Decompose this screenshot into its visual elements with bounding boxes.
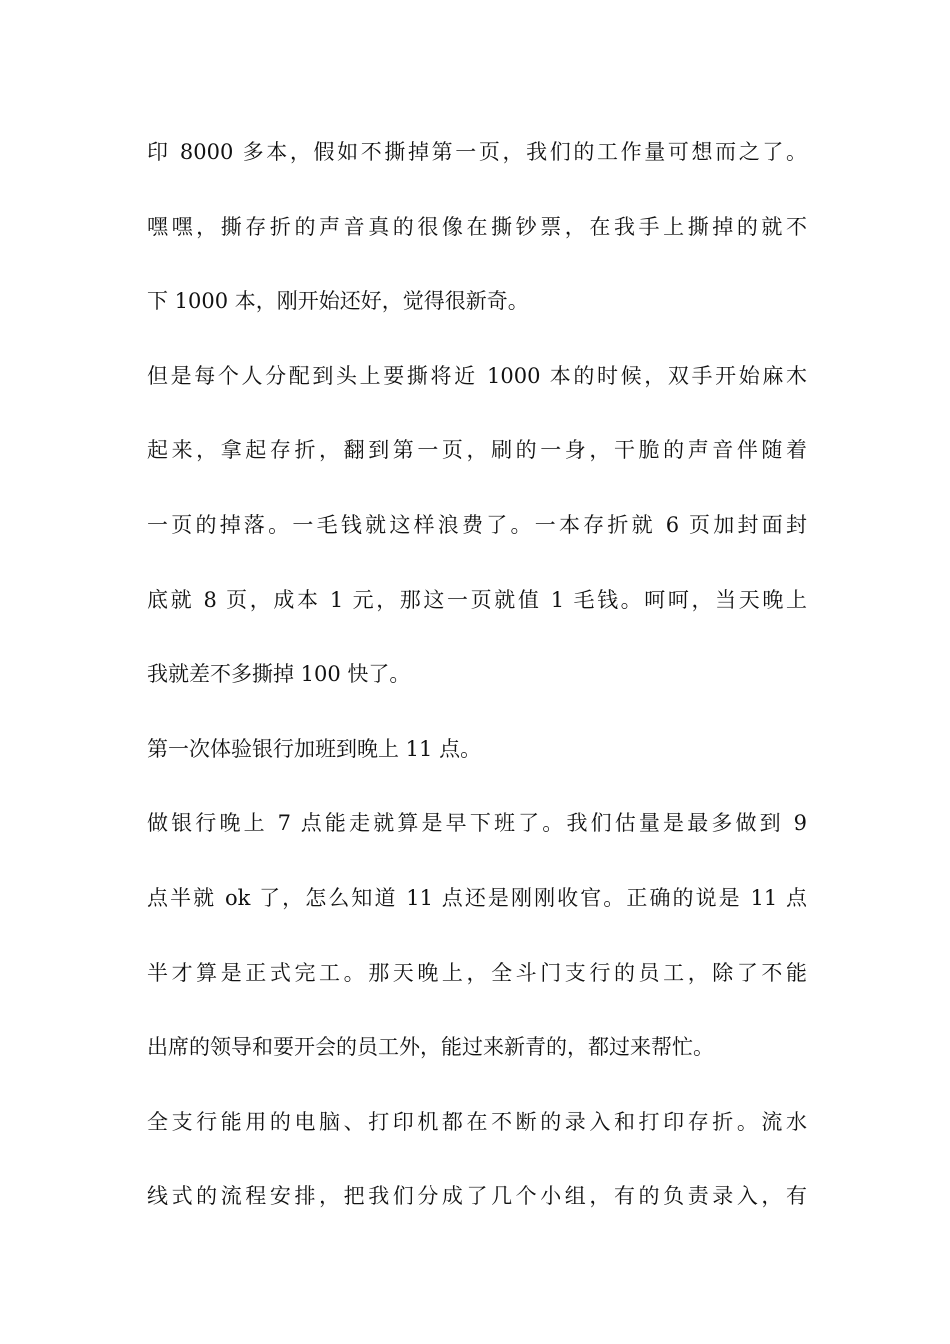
blank-line	[147, 1066, 807, 1103]
blank-line	[147, 843, 807, 880]
text-line: 第一次体验银行加班到晚上 11 点。	[147, 736, 482, 761]
text-line: 出席的领导和要开会的员工外，能过来新青的，都过来帮忙。	[147, 1035, 714, 1060]
blank-line	[147, 320, 807, 357]
text-line: 做银行晚上 7 点能走就算是早下班了。我们估量是最多做到 9	[147, 811, 807, 836]
text-line: 半才算是正式完工。那天晚上，全斗门支行的员工，除了不能	[147, 960, 807, 985]
blank-line	[147, 992, 807, 1029]
blank-line	[147, 395, 807, 432]
blank-line	[147, 917, 807, 954]
text-line: 全支行能用的电脑、打印机都在不断的录入和打印存折。流水	[147, 1109, 807, 1134]
text-line: 印 8000 多本，假如不撕掉第一页，我们的工作量可想而之了。	[147, 140, 807, 164]
blank-line	[147, 246, 807, 283]
text-line: 但是每个人分配到头上要撕将近 1000 本的时候，双手开始麻木	[147, 363, 807, 388]
text-line: 我就差不多撕掉 100 快了。	[147, 662, 411, 687]
text-line: 点半就 ok 了，怎么知道 11 点还是刚刚收官。正确的说是 11 点	[147, 885, 807, 910]
blank-line	[147, 693, 807, 730]
blank-line	[147, 544, 807, 581]
blank-line	[147, 470, 807, 507]
blank-line	[147, 1141, 807, 1178]
text-line: 底就 8 页，成本 1 元，那这一页就值 1 毛钱。呵呵，当天晚上	[147, 587, 807, 612]
blank-line	[147, 768, 807, 805]
text-line: 起来，拿起存折，翻到第一页，刷的一身，干脆的声音伴随着	[147, 438, 807, 463]
document-body	[147, 134, 807, 1216]
text-line: 嘿嘿，撕存折的声音真的很像在撕钞票，在我手上撕掉的就不	[147, 214, 807, 239]
text-line: 线式的流程安排，把我们分成了几个小组，有的负责录入，有	[147, 1184, 807, 1209]
blank-line	[147, 619, 807, 656]
blank-line	[147, 171, 807, 208]
text-line: 一页的掉落。一毛钱就这样浪费了。一本存折就 6 页加封面封	[147, 512, 807, 537]
text-line: 下 1000 本，刚开始还好，觉得很新奇。	[147, 289, 529, 314]
